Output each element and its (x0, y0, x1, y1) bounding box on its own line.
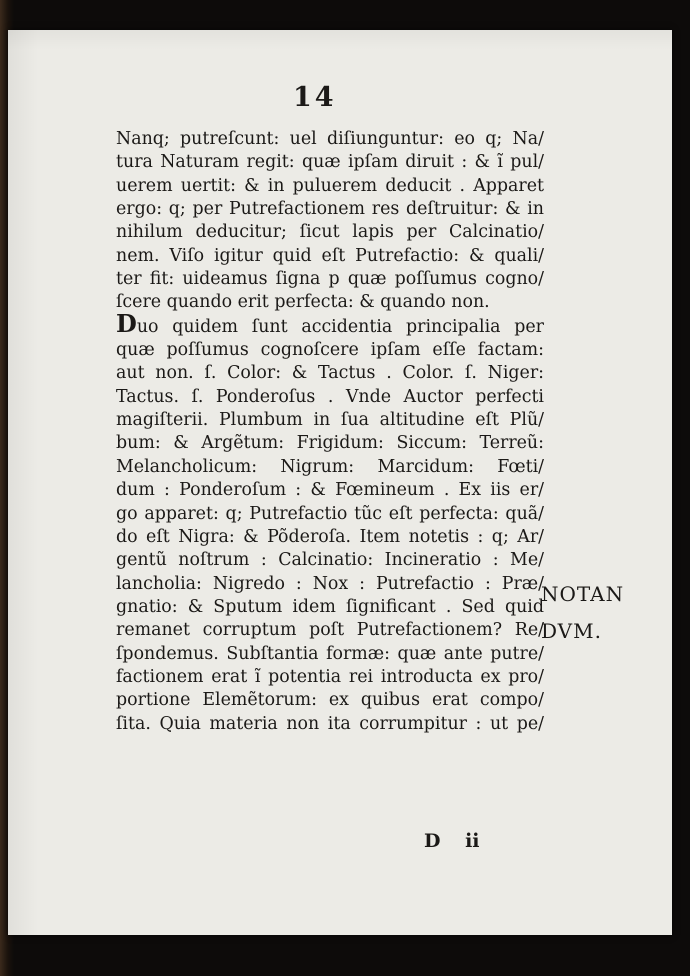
text-line: dum : Ponderoſum : & Fœmineum . Ex iis er/ (116, 480, 544, 501)
page-number: 14 (293, 82, 337, 113)
signature-mark: D ii (424, 830, 480, 852)
text-line: nem. Viſo igitur quid eſt Putrefactio: & quali/ (116, 245, 544, 266)
text-line-rest: uo quidem ſunt accidentia principalia per (136, 316, 544, 337)
text-line: ſita. Quia materia non ita corrumpitur : ut pe/ (116, 713, 544, 734)
body-text (116, 128, 544, 736)
margin-note (541, 576, 624, 650)
text-line: go apparet: q; Putrefactio tũc eſt perfecta: quã/ (116, 503, 544, 524)
text-line: ergo: q; per Putrefactionem res deſtruitur: & in (116, 199, 544, 220)
text-line: Tactus. ſ. Ponderoſus . Vnde Auctor perfecti (116, 386, 544, 407)
text-line: gnatio: & Sputum idem ſignificant . Sed quid (116, 596, 544, 617)
text-line: quæ poſſumus cognoſcere ipſam eſſe factam: (116, 340, 544, 361)
text-line: nihilum deducitur; ſicut lapis per Calcinatio/ (116, 222, 544, 243)
margin-note-line: DVM. (541, 619, 602, 643)
text-line: bum: & Argẽtum: Frigidum: Siccum: Terreũ: (116, 433, 544, 454)
text-line: do eſt Nigra: & Põderoſa. Item notetis : q; Ar/ (116, 526, 544, 547)
text-line: lancholia: Nigredo : Nox : Putrefactio : Præ/ (116, 573, 544, 594)
text-line: ſcere quando erit perfecta: & quando non. (116, 292, 490, 313)
paragraph-start-line (116, 308, 544, 339)
text-line: tura Naturam regit: quæ ipſam diruit : & ĩ pul/ (116, 152, 544, 173)
book-page (8, 30, 672, 935)
text-line: ſpondemus. Subſtantia formæ: quæ ante putre/ (116, 643, 544, 664)
text-line: remanet corruptum poſt Putrefactionem? Re/ (116, 620, 544, 641)
drop-initial: D (116, 308, 137, 338)
text-line: factionem erat ĩ potentia rei introducta ex pro/ (116, 666, 544, 687)
text-line: aut non. ſ. Color: & Tactus . Color. ſ. Niger: (116, 363, 544, 384)
text-line: portione Elemẽtorum: ex quibus erat compo/ (116, 690, 544, 711)
text-line: uerem uertit: & in puluerem deducit . Apparet (116, 175, 544, 196)
text-line: gentũ noſtrum : Calcinatio: Incineratio : Me/ (116, 550, 544, 571)
text-line: Melancholicum: Nigrum: Marcidum: Fœti/ (116, 456, 544, 477)
text-line: Nanq; putreſcunt: uel diſiunguntur: eo q; Na/ (116, 129, 544, 149)
text-line: magiſterii. Plumbum in ſua altitudine eſt Plũ/ (116, 410, 544, 431)
margin-note-line: NOTAN (541, 582, 625, 606)
text-line: ter fit: uideamus ſigna p quæ poſſumus cogno/ (116, 269, 544, 290)
